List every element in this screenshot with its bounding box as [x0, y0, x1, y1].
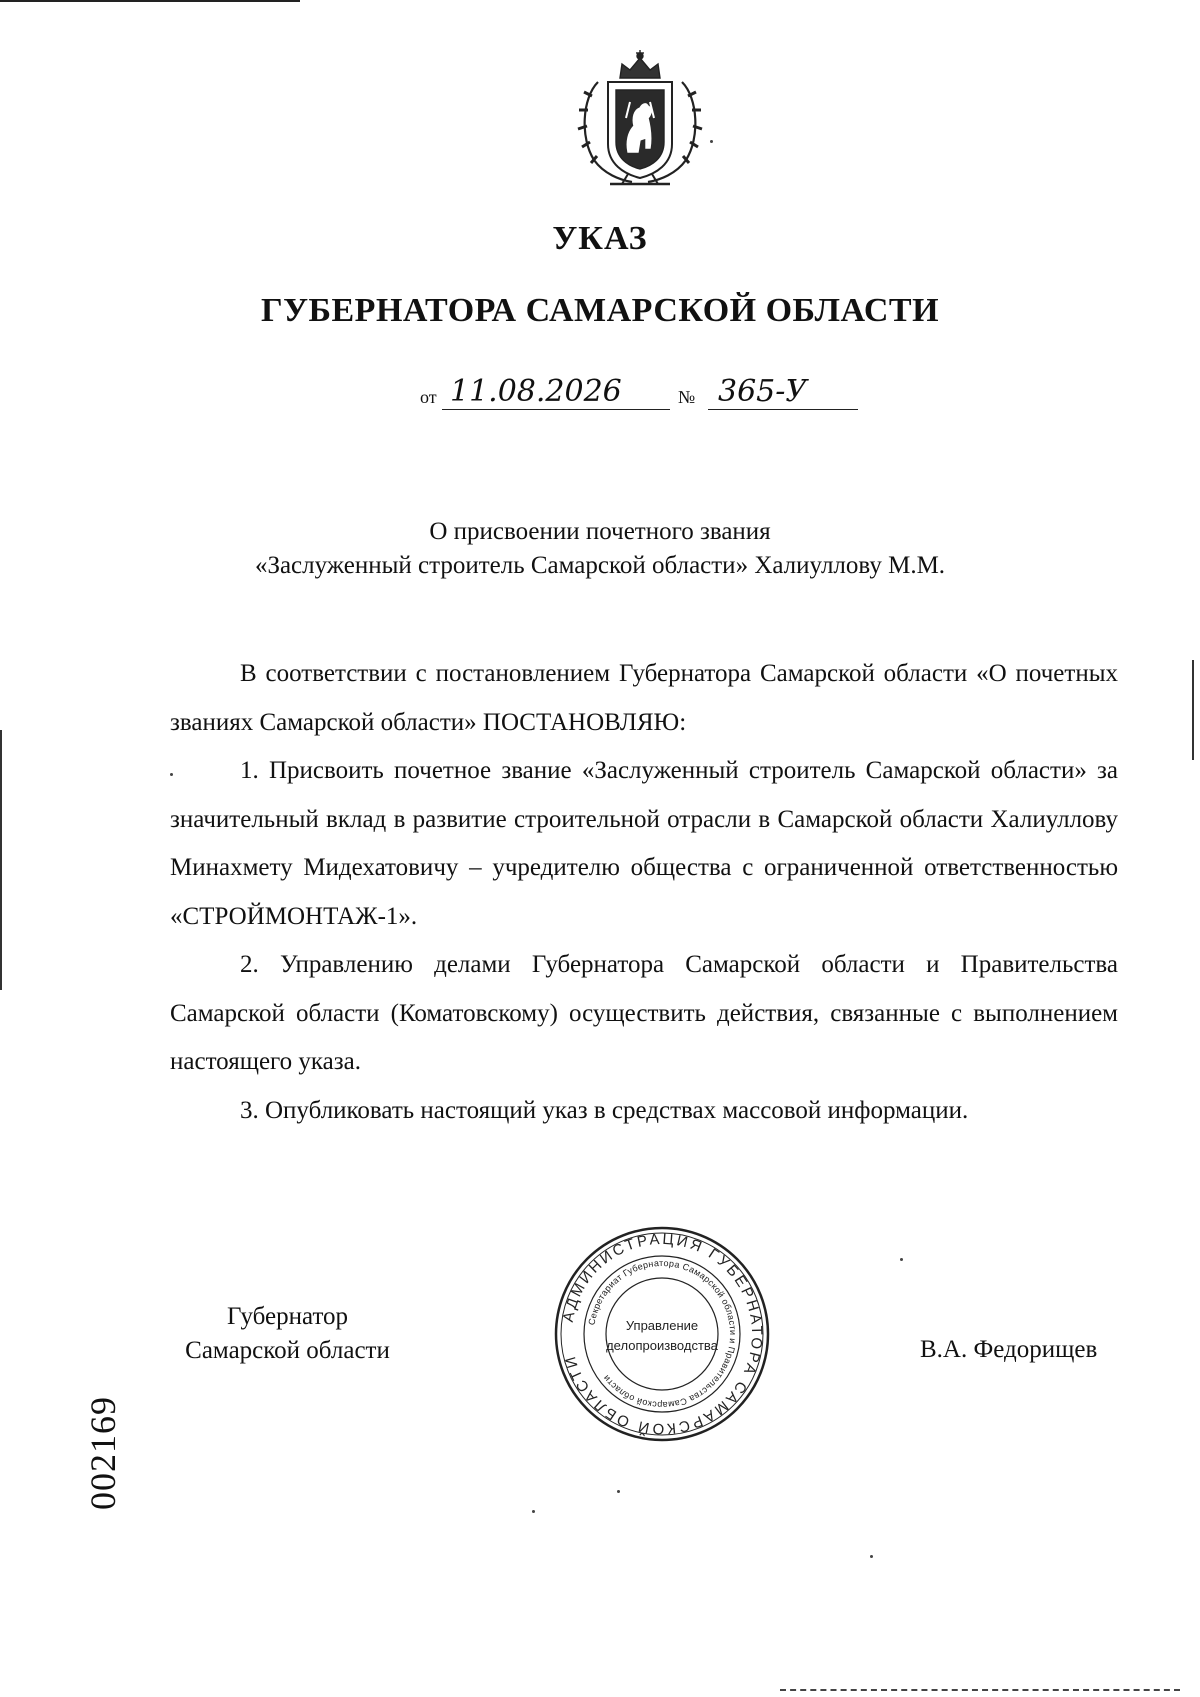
stamp-outer-text: АДМИНИСТРАЦИЯ ГУБЕРНАТОРА САМАРСКОЙ ОБЛАСТИ: [559, 1230, 766, 1438]
official-round-stamp: [553, 1225, 771, 1443]
signatory-name: В.А. Федорищев: [920, 1336, 1098, 1363]
signatory-title: [170, 1300, 405, 1368]
scan-edge-left: [0, 730, 2, 990]
date-prefix: от: [420, 387, 437, 407]
body-item-2: 2. Управлению делами Губернатора Самарской области и Правительства Самарской области (Коматовскому) осуществить действия, связанные с выполнением настоящего указа.: [170, 951, 1118, 1075]
stamp-center-line-2: делопроизводства: [606, 1338, 718, 1353]
signatory-title-line-1: Губернатор: [226, 1303, 349, 1330]
coat-of-arms-emblem: [570, 48, 710, 190]
subject-line-1: О присвоении почетного звания: [429, 518, 771, 545]
stamp-middle-text: Секретариат Губернатора Самарской области и Правительства Самарской области: [586, 1257, 739, 1411]
body-item-3: 3. Опубликовать настоящий указ в средствах массовой информации.: [240, 1096, 969, 1124]
scan-speck: [710, 140, 713, 143]
stamp-center-line-1: Управление: [625, 1318, 699, 1333]
svg-text:Секретариат Губернатора Самарс: [587, 1258, 738, 1410]
document-subject: [0, 515, 1200, 583]
scan-edge-right: [1192, 660, 1194, 760]
signatory-title-line-2: Самарской области: [185, 1337, 390, 1364]
document-date: 11.08.2026: [442, 375, 670, 410]
document-body: [170, 650, 1118, 1135]
scan-speck: [900, 1258, 903, 1261]
serial-number: 002169: [83, 1396, 123, 1510]
document-issuer-heading: ГУБЕРНАТОРА САМАРСКОЙ ОБЛАСТИ: [260, 292, 940, 329]
document-number: 365-У: [708, 375, 858, 410]
body-item-1: 1. Присвоить почетное звание «Заслуженный строитель Самарской области» за значительный вклад в развитие строительной отрасли в Самарской области Халиуллову Минахмету Мидехатовичу – учредителю общества с ограниченной ответственностью «СТРОЙМОНТАЖ-1».: [170, 757, 1118, 930]
registration-line: [420, 370, 860, 410]
number-prefix: №: [678, 387, 696, 407]
scan-speck: [532, 1510, 535, 1513]
document-type-heading: УКАЗ: [552, 220, 648, 257]
scan-speck: [617, 1490, 620, 1493]
subject-line-2: «Заслуженный строитель Самарской области» Халиуллову М.М.: [254, 552, 946, 579]
scan-edge-top: [0, 0, 300, 2]
scan-speck: [870, 1555, 873, 1558]
body-intro-paragraph: В соответствии с постановлением Губернатора Самарской области «О почетных званиях Самарской области» ПОСТАНОВЛЯЮ:: [170, 660, 1118, 736]
scan-edge-bottom: [780, 1689, 1180, 1691]
scan-speck: [170, 773, 173, 776]
